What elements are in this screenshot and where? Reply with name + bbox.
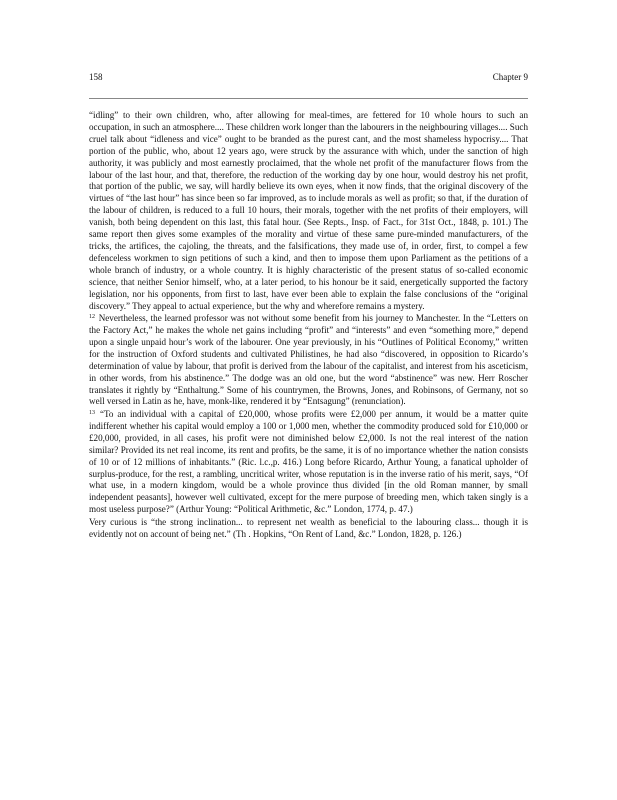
- footnotes-body: [89, 110, 528, 541]
- page-number: 158: [89, 72, 103, 82]
- chapter-label: Chapter 9: [492, 72, 528, 82]
- footnote-13: [89, 409, 528, 516]
- footnote-continuation: [89, 110, 528, 312]
- footnote-number: 12: [89, 314, 95, 321]
- header-rule: [89, 98, 528, 99]
- footnote-number: 13: [89, 410, 95, 417]
- footnote-13-continuation: [89, 517, 528, 541]
- footnote-text: “idling” to their own children, who, after allowing for meal-times, are fettered for 10 whole hours to such an occupation, in such an atmosphere.... These children work longer than the labourers in the neighbouring villages.... Such cruel talk about “idleness and vice” ought to be branded as the purest cant, and the most shameless hypocrisy.... That portion of the public, who, about 12 years ago, were struck by the assurance with which, under the sanction of high authority, it was publicly and most earnestly proclaimed, that the whole net profit of the manufacturer flows from the labour of the last hour, and that, therefore, the reduction of the working day by one hour, would destroy his net profit, that portion of the public, we say, will hardly believe its own eyes, when it now finds, that the original discovery of the virtues of “the last hour” has since been so far improved, as to include morals as well as profit; so that, if the duration of the labour of children, is reduced to a full 10 hours, their morals, together with the net profits of their employers, will vanish, both being dependent on this last, this fatal hour. (See Repts., Insp. of Fact., for 31st Oct., 1848, p. 101.) The same report then gives some examples of the morality and virtue of these same pure-minded manufacturers, of the tricks, the artifices, the cajoling, the threats, and the falsifications, they made use of, in order, first, to compel a few defenceless workmen to sign petitions of such a kind, and then to impose them upon Parliament as the petitions of a whole branch of industry, or a whole country. It is highly characteristic of the present status of so-called economic science, that neither Senior himself, who, at a later period, to his honour be it said, energetically supported the factory legislation, nor his opponents, from first to last, have ever been able to explain the false conclusions of the “original discovery.” They appeal to actual experience, but the why and wherefore remains a mystery.: [89, 110, 528, 311]
- footnote-text: Very curious is “the strong inclination... to represent net wealth as beneficial to the labouring class... though it is evidently not on account of being net.” (Th . Hopkins, “On Rent of Land, &c.” London, 1828, p. 126.): [89, 516, 528, 539]
- footnote-text: Nevertheless, the learned professor was not without some benefit from his journey to Manchester. In the “Letters on the Factory Act,” he makes the whole net gains including “profit” and “interests” and even “something more,” depend upon a single unpaid hour’s work of the labourer. One year previously, in his “Outlines of Political Economy,” written for the instruction of Oxford students and cultivated Philistines, he had also “discovered, in opposition to Ricardo’s determination of value by labour, that profit is derived from the labour of the capitalist, and interest from his asceticism, in other words, from his abstinence.” The dodge was an old one, but the word “abstinence” was new. Herr Roscher translates it rightly by “Enthaltung.” Some of his countrymen, the Browns, Jones, and Robinsons, of Germany, not so well versed in Latin as he, have, monk-like, rendered it by “Entsagung” (renunciation).: [89, 313, 528, 407]
- footnote-text: “To an individual with a capital of £20,000, whose profits were £2,000 per annum, it would be a matter quite indifferent whether his capital would employ a 100 or 1,000 men, whether the commodity produced sold for £10,000 or £20,000, provided, in all cases, his profit were not diminished below £2,000. Is not the real interest of the nation similar? Provided its net real income, its rent and profits, be the same, it is of no importance whether the nation consists of 10 or of 12 millions of inhabitants.” (Ric. l.c.,p. 416.) Long before Ricardo, Arthur Young, a fanatical upholder of surplus-produce, for the rest, a rambling, uncritical writer, whose reputation is in the inverse ratio of his merit, says, “Of what use, in a modern kingdom, would be a whole province thus divided [in the old Roman manner, by small independent peasants], however well cultivated, except for the mere purpose of breeding men, which taken singly is a most useless purpose?” (Arthur Young: “Political Arithmetic, &c.” London, 1774, p. 47.): [89, 409, 529, 515]
- page-header: [89, 72, 528, 86]
- footnote-12: [89, 313, 528, 408]
